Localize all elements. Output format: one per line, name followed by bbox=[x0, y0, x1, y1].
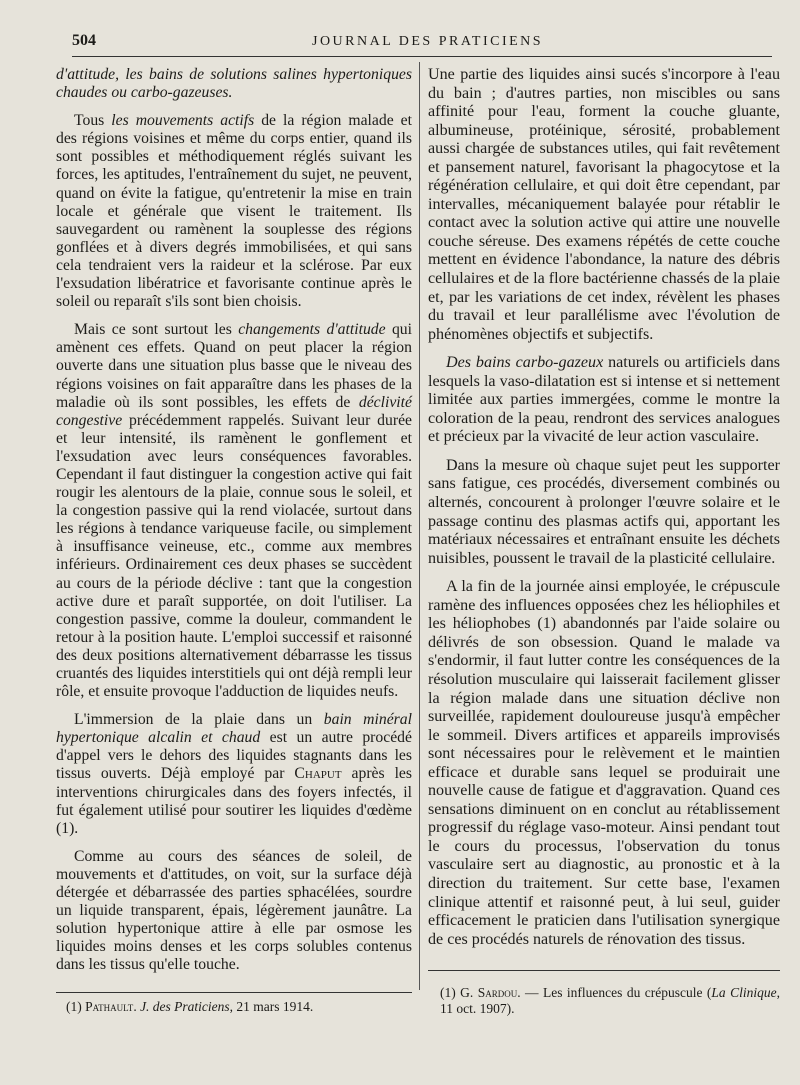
paragraph: A la fin de la journée ainsi employée, le crépuscule ramène des influences opposées chez les héliophiles et les héliophobes (1) abandonnés par l'aide solaire ou délivrés de son obsession. Quand le malade va s'endormir, il faut lutter contre les conséquences de la résolution musculaire qui laisserait facilement glisser la région malade dans une situation déclive non surveillée, rapidement douloureuse jusqu'à empêcher le sommeil. Divers artifices et appareils improvisés sont nécessaires pour le relèvement et le maintien efficace et durable sans lequel se produirait une nouvelle cause de fatigue et d'aggravation. Quand ces sensations diminuent on en conclut au rétablissement progressif du réglage vaso-moteur. Ainsi pendant tout le cours du processus, l'observation du tonus vasculaire sert au diagnostic, au pronostic et à la direction du traitement. Sur cette base, l'examen clinique attentif et raisonné peut, à lui seul, guider efficacement le praticien dans l'utilisation synergique de ces procédés naturels de rénovation des tissus. bbox=[428, 578, 780, 948]
italic-text: bain minéral hypertonique alcalin et chaud bbox=[56, 711, 412, 747]
journal-title: JOURNAL DES PRATICIENS bbox=[312, 34, 544, 49]
italic-text: changements d'attitude bbox=[238, 321, 386, 339]
paragraph: Dans la mesure où chaque sujet peut les supporter sans fatigue, ces procédés, diversement combinés ou alternés, concourent à prolonger l'œuvre solaire et le passage continu des plasmas actifs qui, apportant les matériaux nécessaires et entraînant ensuite les déchets nuisibles, poussent le travail de la plasticité cellulaire. bbox=[428, 456, 780, 567]
paragraph: Une partie des liquides ainsi sucés s'incorpore à l'eau du bain ; d'autres parties, non miscibles ou sans affinité pour l'eau, forment la couche gluante, albumineuse, protéinique, sérosité, probablement aussi chargée de substances utiles, qui fait revêtement et pansement naturel, favorisant la phagocytose et la régénération cellulaire, et qui doit être cependant, par intervalles, mécaniquement balayée pour rétablir le contact avec la solution active qui attire une nouvelle couche séreuse. Des examens répétés de cette couche mettent en évidence l'abondance, la nature des débris cellulaires et de la flore bactérienne chassés de la plaie et, par les variations de cet index, révèlent les phases du travail et leur parallélisme avec l'évolution de phénomènes objectifs et subjectifs. bbox=[428, 66, 780, 343]
footnote-left: (1) Pathault. J. des Praticiens, 21 mars 1914. bbox=[66, 999, 314, 1014]
header-rule bbox=[72, 56, 772, 57]
author-name: Chaput bbox=[294, 765, 342, 783]
italic-text: les mouvements actifs bbox=[111, 112, 255, 130]
page-number: 504 bbox=[72, 32, 96, 49]
paragraph: Comme au cours des séances de soleil, de mouvements et d'attitudes, on voit, sur la surface déjà détergée et débarrassée des parties sphacélées, sourdre un liquide transparent, épais, légèrement jaunâtre. La solution hypertonique attire à elle par osmose les liquides moins denses et les corps solubles contenus dans les tissus qu'elle touche. bbox=[56, 847, 412, 974]
footnote-rule bbox=[56, 992, 412, 993]
paragraph: Mais ce sont surtout les changements d'attitude qui amènent ces effets. Quand on peut placer la région ouverte dans une situation plus basse que le niveau des régions voisines on fait apparaître dans les phases de la maladie où ils sont possibles, les effets de déclivité congestive précédemment rappelés. Suivant leur durée et leur intensité, ils ramènent le gonflement et l'exsudation avec leurs conséquences favorables. Cependant il faut distinguer la congestion active qui fait rougir les alentours de la plaie, connue sous le soleil, et la congestion passive qui la rend violacée, surtout dans les régions à tendance variqueuse facile, ou simplement à insuffisance veineuse, etc., comme aux membres inférieurs. Ordinairement ces deux phases se succèdent au cours de la période déclive : tant que la congestion active dure et paraît supportée, on doit l'utiliser. La congestion passive, comme la douleur, commandent le retour à la position haute. L'emploi successif et raisonné des deux positions alternativement débarrasse les tissus cruantés des liquides interstitiels qui ont déjà rempli leur rôle, et ensuite provoque l'adduction de liquides neufs. bbox=[56, 321, 413, 701]
footnote-rule bbox=[428, 970, 780, 971]
italic-text: déclivité congestive bbox=[56, 393, 412, 429]
left-column bbox=[56, 66, 412, 985]
italic-text: d'attitude, les bains de solutions salines hypertoniques chaudes ou carbo-gazeuses. bbox=[56, 66, 412, 102]
right-column bbox=[428, 66, 780, 959]
column-divider bbox=[419, 62, 420, 990]
paragraph bbox=[56, 66, 412, 102]
page-header bbox=[72, 32, 772, 54]
paragraph: L'immersion de la plaie dans un bain minéral hypertonique alcalin et chaud est un autre procédé d'appel vers le dehors des liquides stagnants dans les tissus ouverts. Déjà employé par Chaput après les interventions chirurgicales dans des foyers infectés, il fut également utilisé pour soutirer les liquides d'œdème (1). bbox=[56, 711, 412, 837]
paragraph: Des bains carbo-gazeux naturels ou artificiels dans lesquels la vaso-dilatation est si intense et si nettement limitée aux parties immergées, comme le montre la coloration de la peau, rendront des services analogues et précieux par la vivacité de leur action vasculaire. bbox=[428, 354, 780, 446]
italic-text: Des bains carbo-gazeux bbox=[446, 354, 604, 372]
footnote-right: (1) G. Sardou. — Les influences du crépuscule (La Clinique, 11 oct. 1907). bbox=[440, 985, 780, 1016]
paragraph: Tous les mouvements actifs de la région malade et des régions voisines et même du corps entier, quand ils sont possibles et méthodiquement réglés suivant les forces, les aptitudes, l'entraînement du sujet, ne peuvent, quand on évite la fatigue, qu'entretenir la mise en train locale et générale que visent le traitement. Ils sauvegardent ou ramènent la souplesse des régions gonflées et à divers degrés immobilisées, et qui sans cela tendraient vers la raideur et la sclérose. Par eux l'exsudation libératrice et favorisante continue après le soleil ou reparaît s'ils sont bien choisis. bbox=[56, 112, 412, 311]
